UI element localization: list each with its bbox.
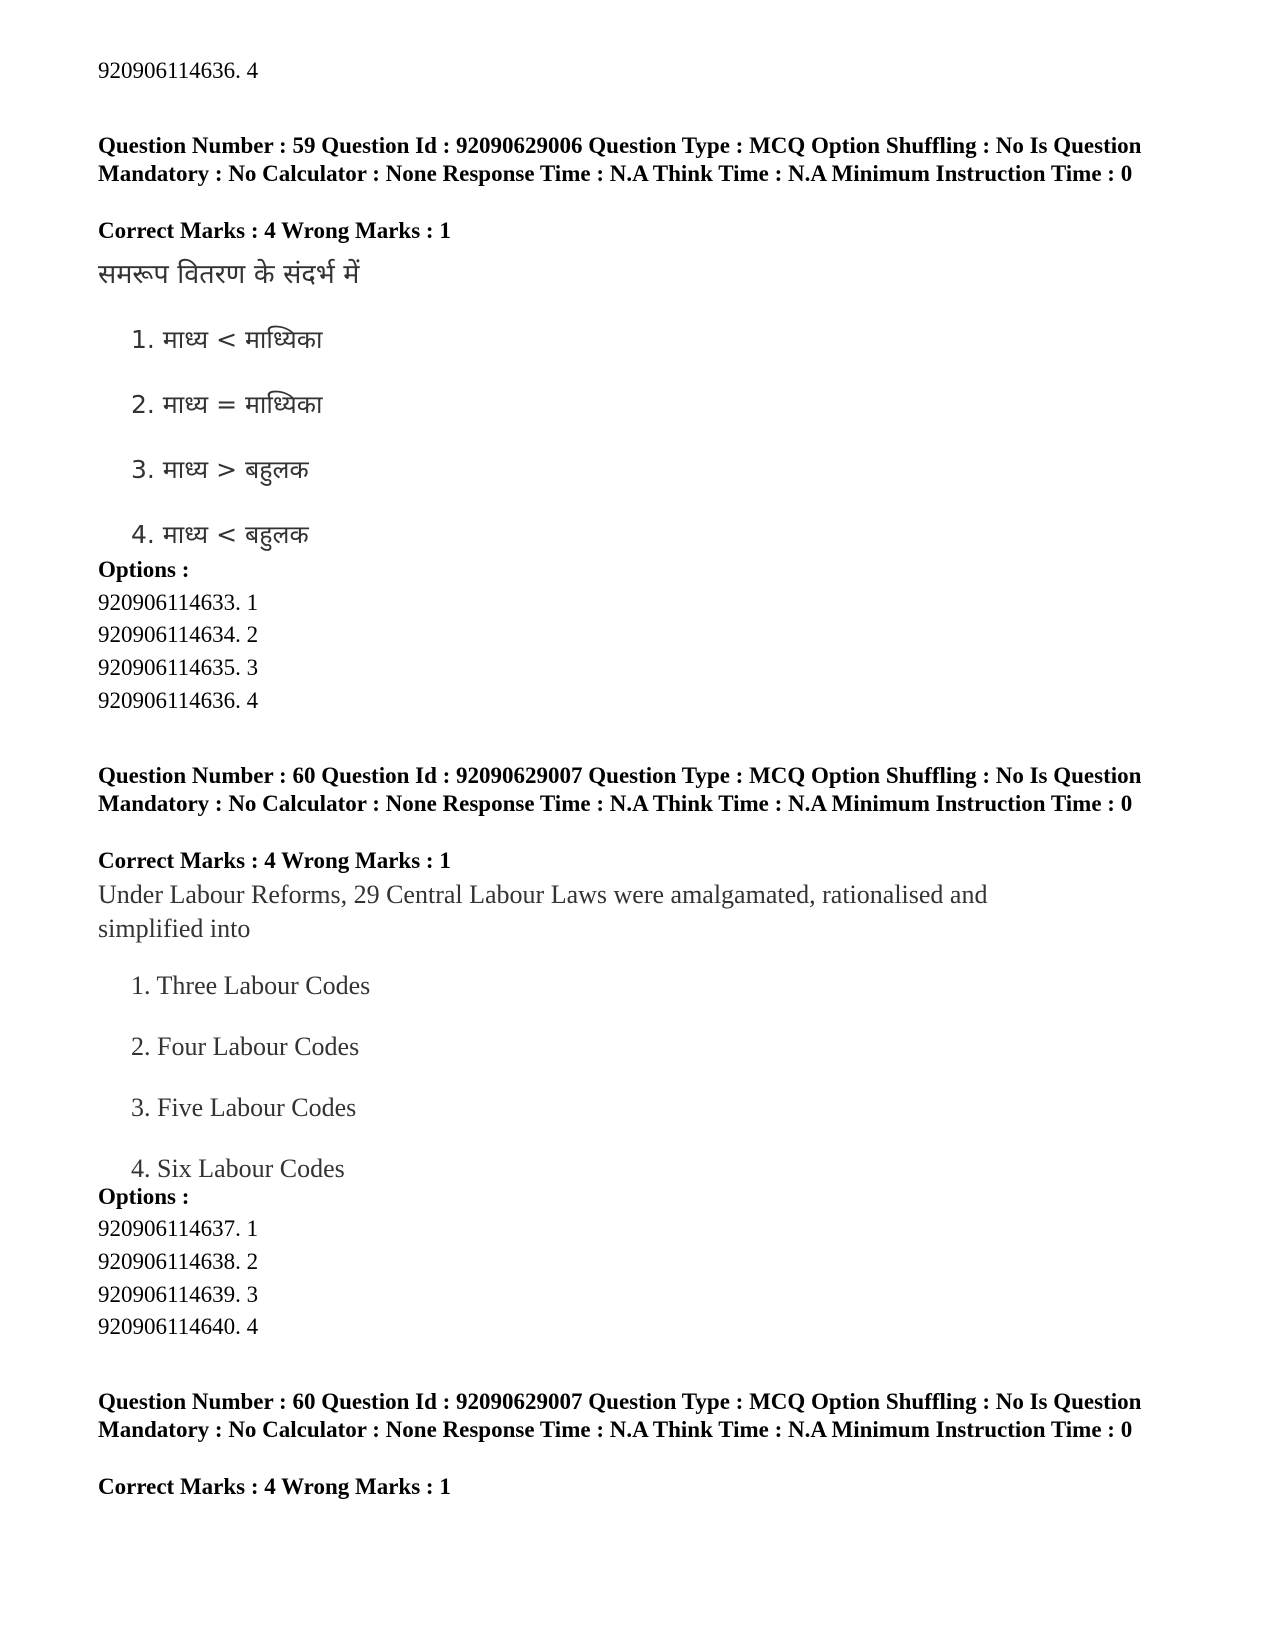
- option-line: 920906114640. 4: [98, 1314, 259, 1339]
- option-line: 920906114638. 2: [98, 1249, 259, 1274]
- marks-line: Correct Marks : 4 Wrong Marks : 1: [98, 1474, 451, 1499]
- option-line: 920906114635. 3: [98, 655, 259, 680]
- question-choice: 2. Four Labour Codes: [131, 1032, 360, 1061]
- question-choice: 1. Three Labour Codes: [131, 971, 371, 1000]
- question-header: Question Number : 60 Question Id : 92090629007 Question Type : MCQ Option Shuffling : No Is Question Mandatory : No Calculator : None Response Time : N.A Think Time : N.A Minimum Instruction Time : 0: [98, 763, 1142, 816]
- option-line: 920906114636. 4: [98, 58, 259, 83]
- question-header: Question Number : 59 Question Id : 92090629006 Question Type : MCQ Option Shuffling : No Is Question Mandatory : No Calculator : None Response Time : N.A Think Time : N.A Minimum Instruction Time : 0: [98, 133, 1142, 186]
- options-label: Options :: [98, 557, 190, 582]
- question-choice: 2. माध्य = माध्यिका: [131, 390, 323, 419]
- question-header: Question Number : 60 Question Id : 92090629007 Question Type : MCQ Option Shuffling : No Is Question Mandatory : No Calculator : None Response Time : N.A Think Time : N.A Minimum Instruction Time : 0: [98, 1389, 1142, 1442]
- question-choice: 4. Six Labour Codes: [131, 1154, 345, 1183]
- options-label: Options :: [98, 1184, 190, 1209]
- option-line: 920906114637. 1: [98, 1216, 259, 1241]
- question-choice: 1. माध्य < माध्यिका: [131, 325, 323, 354]
- option-line: 920906114633. 1: [98, 590, 259, 615]
- option-line: 920906114636. 4: [98, 688, 259, 713]
- option-line: 920906114639. 3: [98, 1282, 259, 1307]
- marks-line: Correct Marks : 4 Wrong Marks : 1: [98, 848, 451, 873]
- question-choice: 3. माध्य > बहुलक: [131, 455, 309, 484]
- marks-line: Correct Marks : 4 Wrong Marks : 1: [98, 218, 451, 243]
- question-choice: 4. माध्य < बहुलक: [131, 520, 309, 549]
- question-stem: Under Labour Reforms, 29 Central Labour Laws were amalgamated, rationalised and simplified into: [98, 880, 988, 943]
- question-choice: 3. Five Labour Codes: [131, 1093, 357, 1122]
- question-stem: समरूप वितरण के संदर्भ में: [98, 259, 360, 290]
- option-line: 920906114634. 2: [98, 622, 259, 647]
